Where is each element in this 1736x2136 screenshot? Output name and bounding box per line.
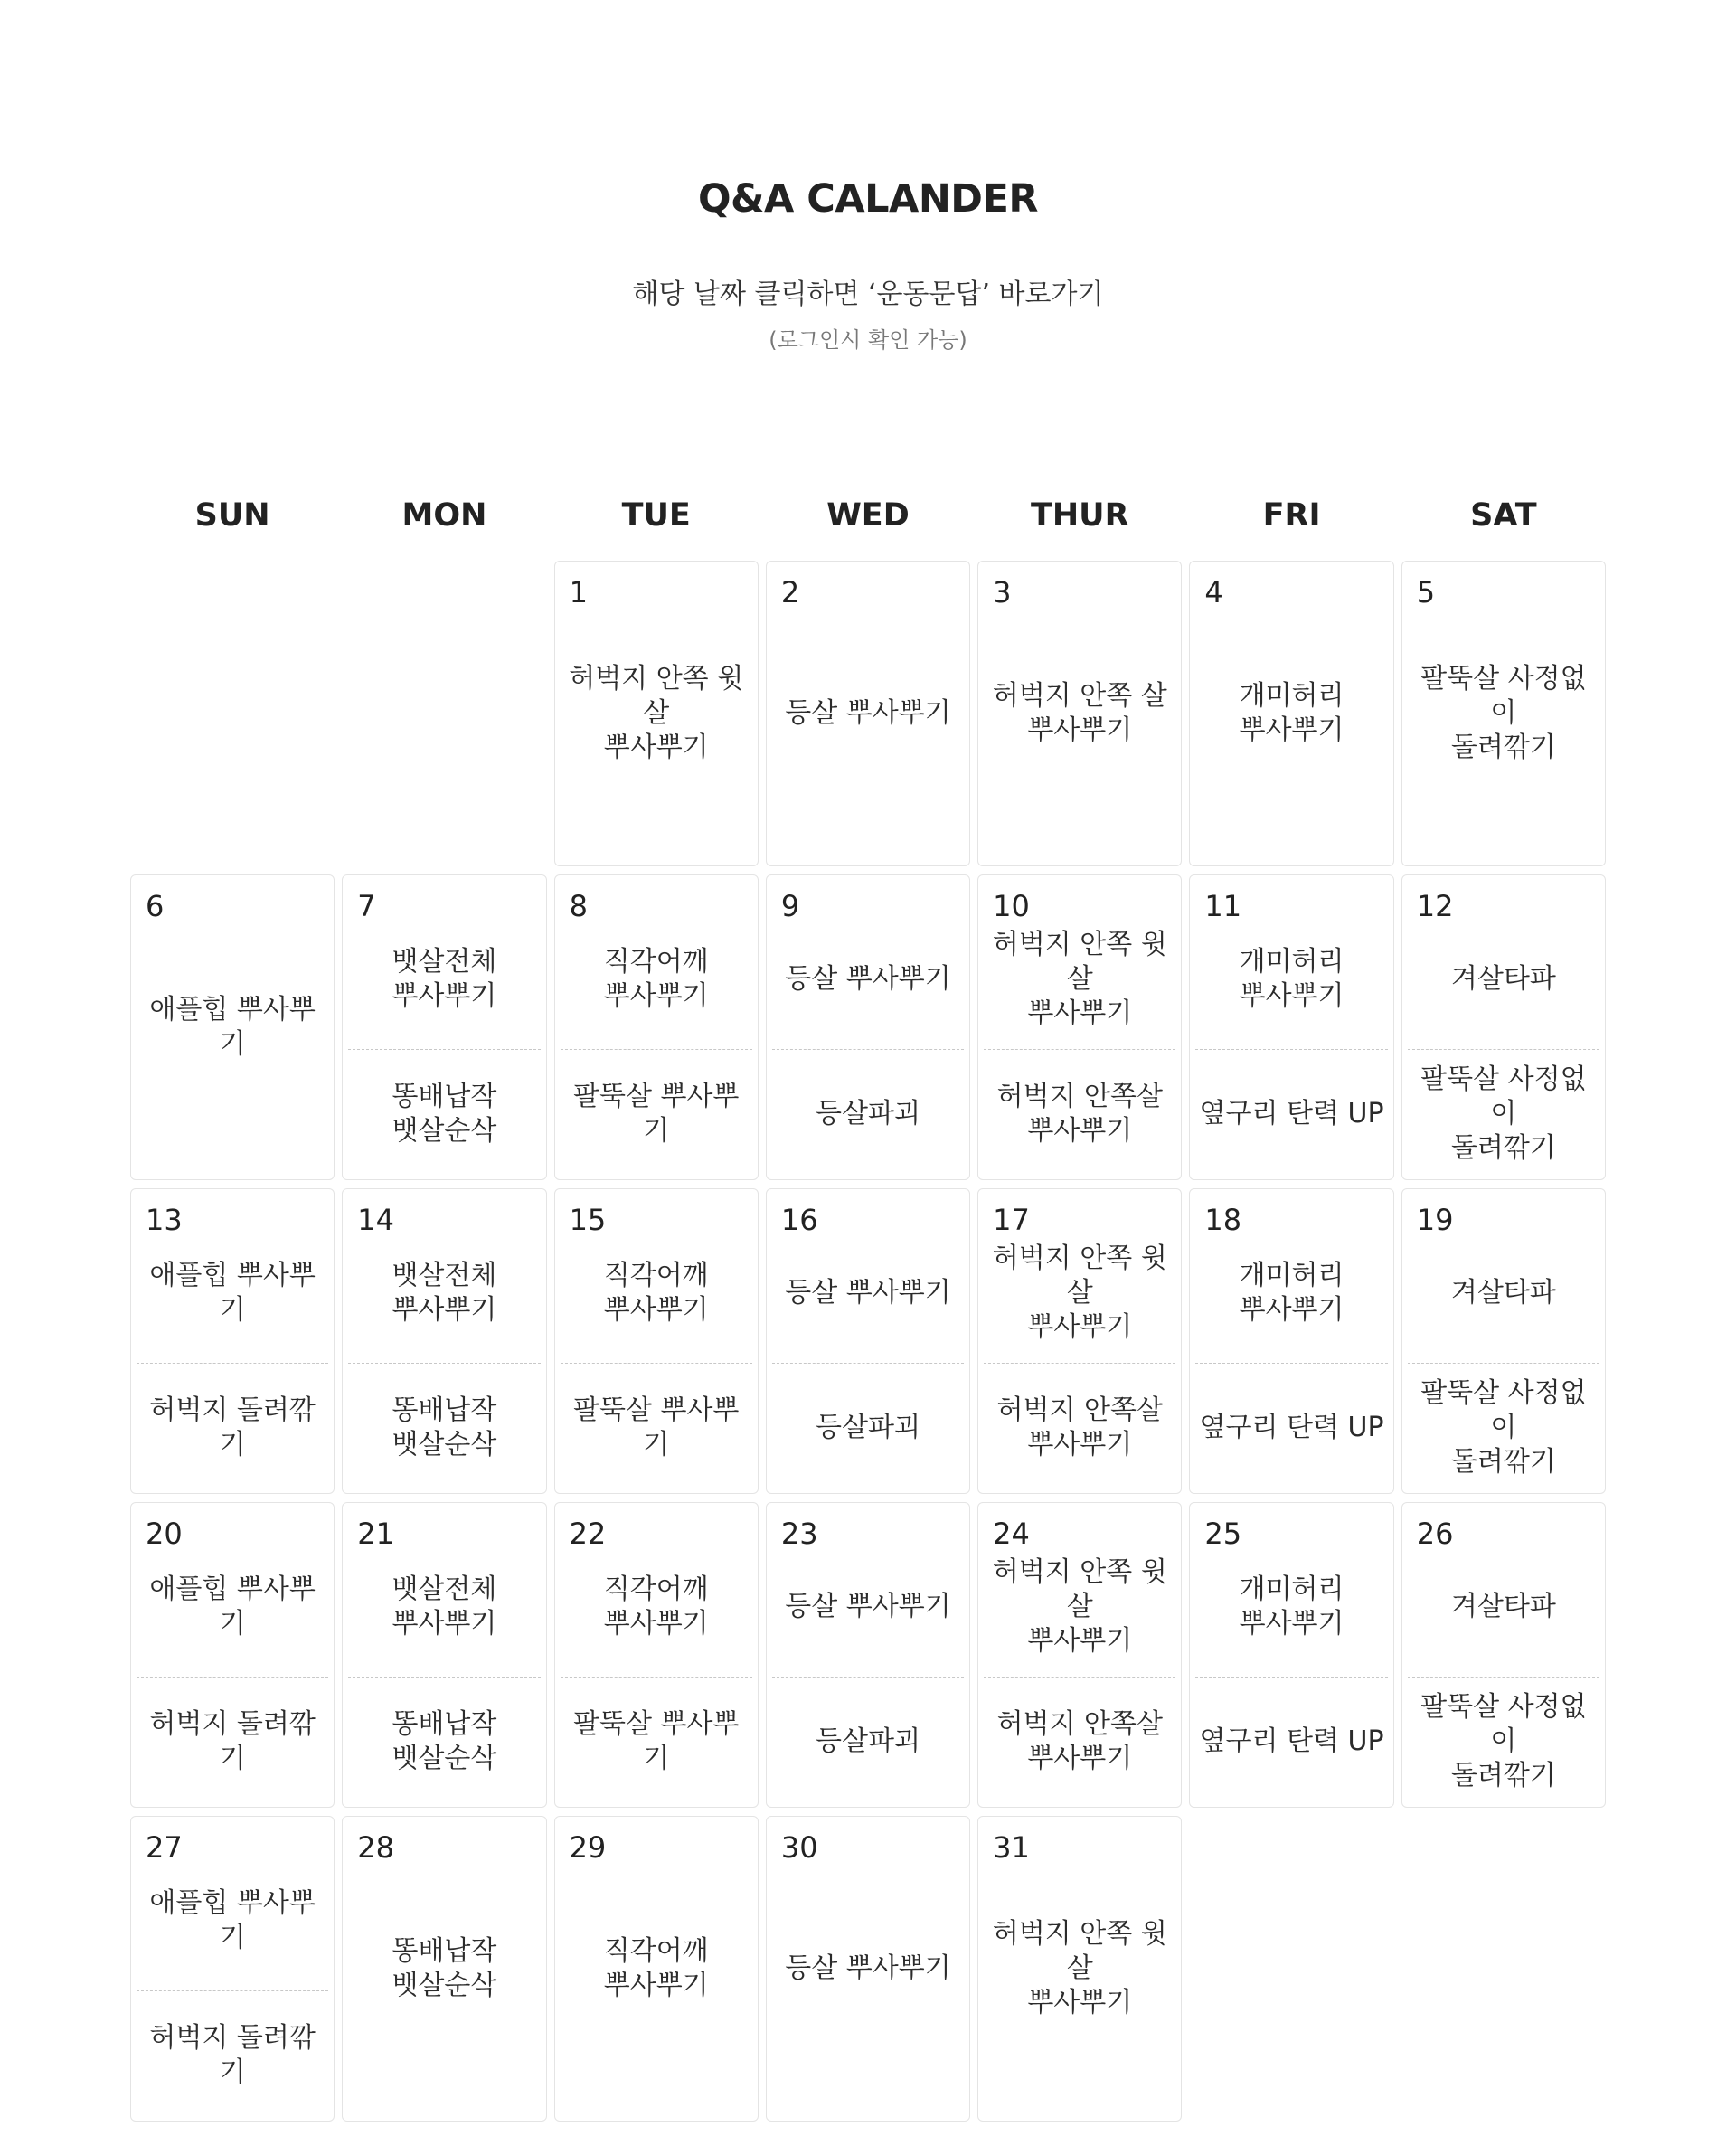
calendar-day-16[interactable] [766,1188,970,1494]
workout-topic-secondary[interactable]: 팔뚝살 사정없이 돌려깎기 [1420,1063,1587,1164]
day-number: 29 [569,1830,607,1865]
calendar-day-26[interactable] [1401,1502,1606,1808]
workout-topic-secondary[interactable]: 허벅지 안쪽살 뿌사뿌기 [996,1081,1163,1147]
weekday-sun: SUN [194,497,270,534]
workout-topic[interactable]: 허벅지 안쪽 살 뿌사뿌기 [992,680,1167,746]
calendar-day-25[interactable] [1189,1502,1393,1808]
day-number: 20 [146,1517,183,1551]
cell-divider [1195,1049,1387,1050]
calendar-day-20[interactable] [130,1502,335,1808]
day-number: 24 [993,1517,1030,1551]
workout-topic-primary[interactable]: 애플힙 뿌사뿌기 [149,1887,316,1953]
calendar-grid [130,561,1606,2122]
workout-topic-secondary[interactable]: 팔뚝살 사정없이 돌려깎기 [1420,1377,1587,1478]
workout-topic-primary[interactable]: 직각어깨 뿌사뿌기 [603,1574,709,1640]
page-title: Q&A CALANDER [698,176,1038,222]
workout-topic[interactable]: 허벅지 안쪽 윗살 뿌사뿌기 [569,663,744,763]
workout-topic-secondary[interactable]: 등살파괴 [816,1725,920,1757]
workout-topic-primary[interactable]: 개미허리 뿌사뿌기 [1239,1574,1344,1640]
workout-topic-secondary[interactable]: 팔뚝살 사정없이 돌려깎기 [1420,1691,1587,1791]
day-number: 12 [1416,889,1454,923]
day-number: 22 [569,1517,607,1551]
day-number: 30 [780,1830,818,1865]
calendar-day-1[interactable] [554,561,759,866]
workout-topic[interactable]: 등살 뿌사뿌기 [785,697,951,729]
workout-topic-secondary[interactable]: 옆구리 탄력 UP [1199,1098,1384,1129]
workout-topic-primary[interactable]: 등살 뿌사뿌기 [785,1277,951,1309]
workout-topic[interactable]: 직각어깨 뿌사뿌기 [603,1935,709,2001]
workout-topic-primary[interactable]: 등살 뿌사뿌기 [785,963,951,995]
workout-topic-primary[interactable]: 겨살타파 [1450,1591,1556,1622]
workout-topic[interactable]: 개미허리 뿌사뿌기 [1239,680,1344,746]
workout-topic-primary[interactable]: 애플힙 뿌사뿌기 [149,1260,316,1326]
cell-divider [137,1363,328,1364]
workout-topic-primary[interactable]: 겨살타파 [1450,1277,1556,1309]
workout-topic-secondary[interactable]: 허벅지 안쪽살 뿌사뿌기 [996,1394,1163,1460]
calendar-day-12[interactable] [1401,874,1606,1180]
day-number: 1 [569,575,588,610]
weekday-thur: THUR [1031,497,1129,534]
day-number: 11 [1204,889,1242,923]
day-number: 15 [569,1203,607,1237]
calendar-day-14[interactable] [342,1188,546,1494]
day-number: 8 [569,889,588,923]
calendar-day-10[interactable] [977,874,1182,1180]
cell-divider [1408,1677,1599,1678]
cell-divider [984,1049,1175,1050]
weekday-sat: SAT [1470,497,1537,534]
day-number: 21 [357,1517,394,1551]
calendar-day-19[interactable] [1401,1188,1606,1494]
day-number: 7 [357,889,376,923]
workout-topic[interactable]: 똥배납작 뱃살순삭 [392,1935,497,2001]
workout-topic[interactable]: 등살 뿌사뿌기 [785,1952,951,1984]
day-number: 25 [1204,1517,1242,1551]
workout-topic-secondary[interactable]: 똥배납작 뱃살순삭 [392,1394,497,1460]
calendar-day-2[interactable] [766,561,970,866]
workout-topic-primary[interactable]: 뱃살전체 뿌사뿌기 [392,1574,497,1640]
weekday-header-row [130,488,1606,543]
day-number: 27 [146,1830,183,1865]
day-number: 23 [780,1517,818,1551]
calendar-day-30[interactable] [766,1816,970,2122]
workout-topic-secondary[interactable]: 허벅지 돌려깎기 [149,1394,316,1460]
workout-topic[interactable]: 애플힙 뿌사뿌기 [149,994,316,1060]
cell-divider [772,1363,964,1364]
workout-topic-primary[interactable]: 등살 뿌사뿌기 [785,1591,951,1622]
calendar-day-9[interactable] [766,874,970,1180]
weekday-tue: TUE [621,497,691,534]
calendar-day-11[interactable] [1189,874,1393,1180]
cell-divider [984,1677,1175,1678]
workout-topic-primary[interactable]: 개미허리 뿌사뿌기 [1239,1260,1344,1326]
cell-divider [1408,1049,1599,1050]
workout-topic[interactable]: 팔뚝살 사정없이 돌려깎기 [1420,663,1587,763]
cell-divider [561,1049,752,1050]
day-number: 14 [357,1203,394,1237]
cell-divider [348,1363,540,1364]
calendar-empty-cell [130,561,335,866]
workout-topic-secondary[interactable]: 똥배납작 뱃살순삭 [392,1708,497,1774]
cell-divider [561,1677,752,1678]
workout-topic-secondary[interactable]: 허벅지 돌려깎기 [149,1708,316,1774]
day-number: 3 [993,575,1012,610]
calendar-day-28[interactable] [342,1816,546,2122]
calendar-day-22[interactable] [554,1502,759,1808]
calendar-day-6[interactable] [130,874,335,1180]
weekday-fri: FRI [1262,497,1321,534]
workout-topic-primary[interactable]: 허벅지 안쪽 윗살 뿌사뿌기 [992,1556,1167,1657]
day-number: 4 [1204,575,1223,610]
workout-topic-primary[interactable]: 허벅지 안쪽 윗살 뿌사뿌기 [992,929,1167,1029]
day-number: 16 [780,1203,818,1237]
day-number: 17 [993,1203,1030,1237]
cell-divider [1195,1677,1387,1678]
cell-divider [137,1990,328,1991]
calendar-day-5[interactable] [1401,561,1606,866]
workout-topic-secondary[interactable]: 옆구리 탄력 UP [1199,1412,1384,1443]
calendar-day-15[interactable] [554,1188,759,1494]
calendar-day-4[interactable] [1189,561,1393,866]
workout-topic[interactable]: 허벅지 안쪽 윗살 뿌사뿌기 [992,1918,1167,2018]
workout-topic-primary[interactable]: 직각어깨 뿌사뿌기 [603,1260,709,1326]
day-number: 13 [146,1203,183,1237]
workout-topic-primary[interactable]: 허벅지 안쪽 윗살 뿌사뿌기 [992,1243,1167,1343]
calendar-day-31[interactable] [977,1816,1182,2122]
calendar-day-29[interactable] [554,1816,759,2122]
day-number: 5 [1416,575,1436,610]
calendar-day-24[interactable] [977,1502,1182,1808]
workout-topic-primary[interactable]: 뱃살전체 뿌사뿌기 [392,1260,497,1326]
day-number: 19 [1416,1203,1454,1237]
cell-divider [348,1049,540,1050]
day-number: 28 [357,1830,394,1865]
workout-topic-primary[interactable]: 직각어깨 뿌사뿌기 [603,946,709,1012]
cell-divider [1408,1363,1599,1364]
workout-topic-primary[interactable]: 겨살타파 [1450,963,1556,995]
workout-topic-secondary[interactable]: 등살파괴 [816,1098,920,1129]
day-number: 26 [1416,1517,1454,1551]
day-number: 9 [780,889,800,923]
workout-topic-secondary[interactable]: 팔뚝살 뿌사뿌기 [572,1708,740,1774]
calendar-empty-cell [342,561,546,866]
workout-topic-primary[interactable]: 뱃살전체 뿌사뿌기 [392,946,497,1012]
login-note: (로그인시 확인 가능) [769,327,967,353]
workout-topic-primary[interactable]: 애플힙 뿌사뿌기 [149,1574,316,1640]
cell-divider [348,1677,540,1678]
calendar-day-8[interactable] [554,874,759,1180]
workout-topic-secondary[interactable]: 팔뚝살 뿌사뿌기 [572,1394,740,1460]
workout-topic-secondary[interactable]: 허벅지 돌려깎기 [149,2022,316,2088]
calendar-day-18[interactable] [1189,1188,1393,1494]
calendar-day-21[interactable] [342,1502,546,1808]
cell-divider [772,1049,964,1050]
weekday-mon: MON [401,497,487,534]
cell-divider [561,1363,752,1364]
cell-divider [984,1363,1175,1364]
calendar-day-7[interactable] [342,874,546,1180]
day-number: 6 [146,889,165,923]
workout-topic-secondary[interactable]: 허벅지 안쪽살 뿌사뿌기 [996,1708,1163,1774]
day-number: 10 [993,889,1030,923]
calendar-day-13[interactable] [130,1188,335,1494]
day-number: 31 [993,1830,1030,1865]
page-subtitle: 해당 날짜 클릭하면 ‘운동문답’ 바로가기 [632,279,1104,310]
cell-divider [1195,1363,1387,1364]
workout-topic-secondary[interactable]: 옆구리 탄력 UP [1199,1725,1384,1757]
workout-topic-secondary[interactable]: 등살파괴 [816,1412,920,1443]
calendar-day-17[interactable] [977,1188,1182,1494]
weekday-wed: WED [826,497,910,534]
day-number: 18 [1204,1203,1242,1237]
calendar-day-23[interactable] [766,1502,970,1808]
calendar-day-3[interactable] [977,561,1182,866]
cell-divider [137,1677,328,1678]
workout-topic-primary[interactable]: 개미허리 뿌사뿌기 [1239,946,1344,1012]
workout-topic-secondary[interactable]: 팔뚝살 뿌사뿌기 [572,1081,740,1147]
day-number: 2 [780,575,800,610]
workout-topic-secondary[interactable]: 똥배납작 뱃살순삭 [392,1081,497,1147]
calendar-day-27[interactable] [130,1816,335,2122]
cell-divider [772,1677,964,1678]
